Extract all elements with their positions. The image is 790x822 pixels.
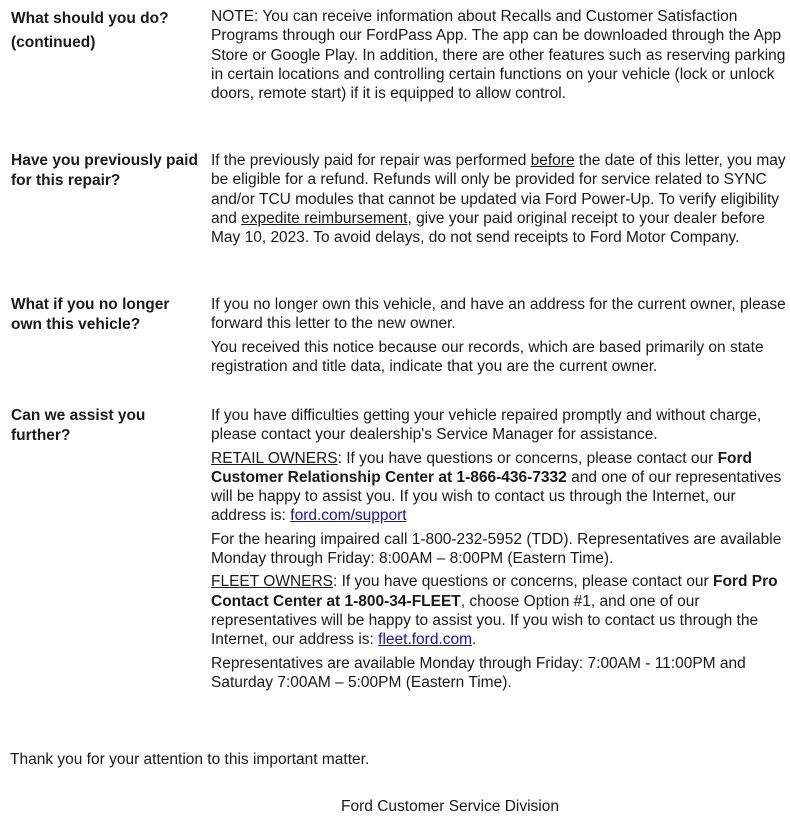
answer-no-longer-own [211, 295, 786, 380]
forward-letter-text: If you no longer own this vehicle, and have an address for the current owner, please forward this letter to the new owner. [211, 296, 786, 333]
question-previously-paid: Have you previously paid for this repair? [11, 152, 198, 189]
ford-support-link[interactable]: ford.com/support [290, 507, 407, 525]
question-what-should-you-do: What should you do? (continued) [11, 10, 169, 51]
closing-text: Thank you for your attention to this important matter. [10, 751, 370, 768]
fordpass-note-text: NOTE: You can receive information about Recalls and Customer Satisfaction Programs through our FordPass App. The app can be downloaded through the App Store or Google Play. In addition, there are other features such as reserving parking in certain locations and controlling certain functions on your vehicle (lock or unlock doors, remote start) if it is equipped to allow control. [211, 8, 786, 103]
hearing-impaired-text: For the hearing impaired call 1-800-232-5952 (TDD). Representatives are available Monday through Friday: 8:00AM – 8:00PM (Eastern Time). [211, 530, 782, 568]
service-manager-text: If you have difficulties getting your vehicle repaired promptly and without charge, please contact your dealership's Service Manager for assistance. [211, 407, 762, 444]
question-assist-further: Can we assist you further? [11, 407, 146, 444]
signature-text: Ford Customer Service Division [341, 798, 559, 815]
answer-assist [211, 406, 786, 696]
answer-fordpass-note [211, 7, 786, 107]
fleet-ford-link[interactable]: fleet.ford.com [378, 631, 473, 649]
retail-owners-text: RETAIL OWNERS: If you have questions or concerns, please contact our Ford Customer Relationship Center at 1-866-436-7332 and one of our representatives will be happy to assist you. If you wish to contact us through the Internet, our address is: ford.com/support [211, 449, 782, 525]
question-no-longer-own: What if you no longer own this vehicle? [11, 296, 170, 333]
refund-text: If the previously paid for repair was performed before the date of this letter, you may be eligible for a refund. Refunds will only be provided for service related to SYNC and/or TCU modules that cannot be updated via Ford Power-Up. To verify eligibility and expedite reimbursement, give your paid original receipt to your dealer before May 10, 2023. To avoid delays, do not send receipts to Ford Motor Company. [211, 152, 786, 247]
fleet-owners-text: FLEET OWNERS: If you have questions or concerns, please contact our Ford Pro Contact Center at 1-800-34-FLEET, choose Option #1, and one of our representatives will be happy to assist you. If you wish to contact us through the Internet, our address is: fleet.ford.com. [211, 573, 778, 649]
representatives-hours-text: Representatives are available Monday through Friday: 7:00AM - 11:00PM and Saturday 7:00AM – 5:00PM (Eastern Time). [211, 654, 746, 691]
answer-refund [211, 151, 786, 251]
records-notice-text: You received this notice because our records, which are based primarily on state registration and title data, indicate that you are the current owner. [211, 338, 764, 375]
